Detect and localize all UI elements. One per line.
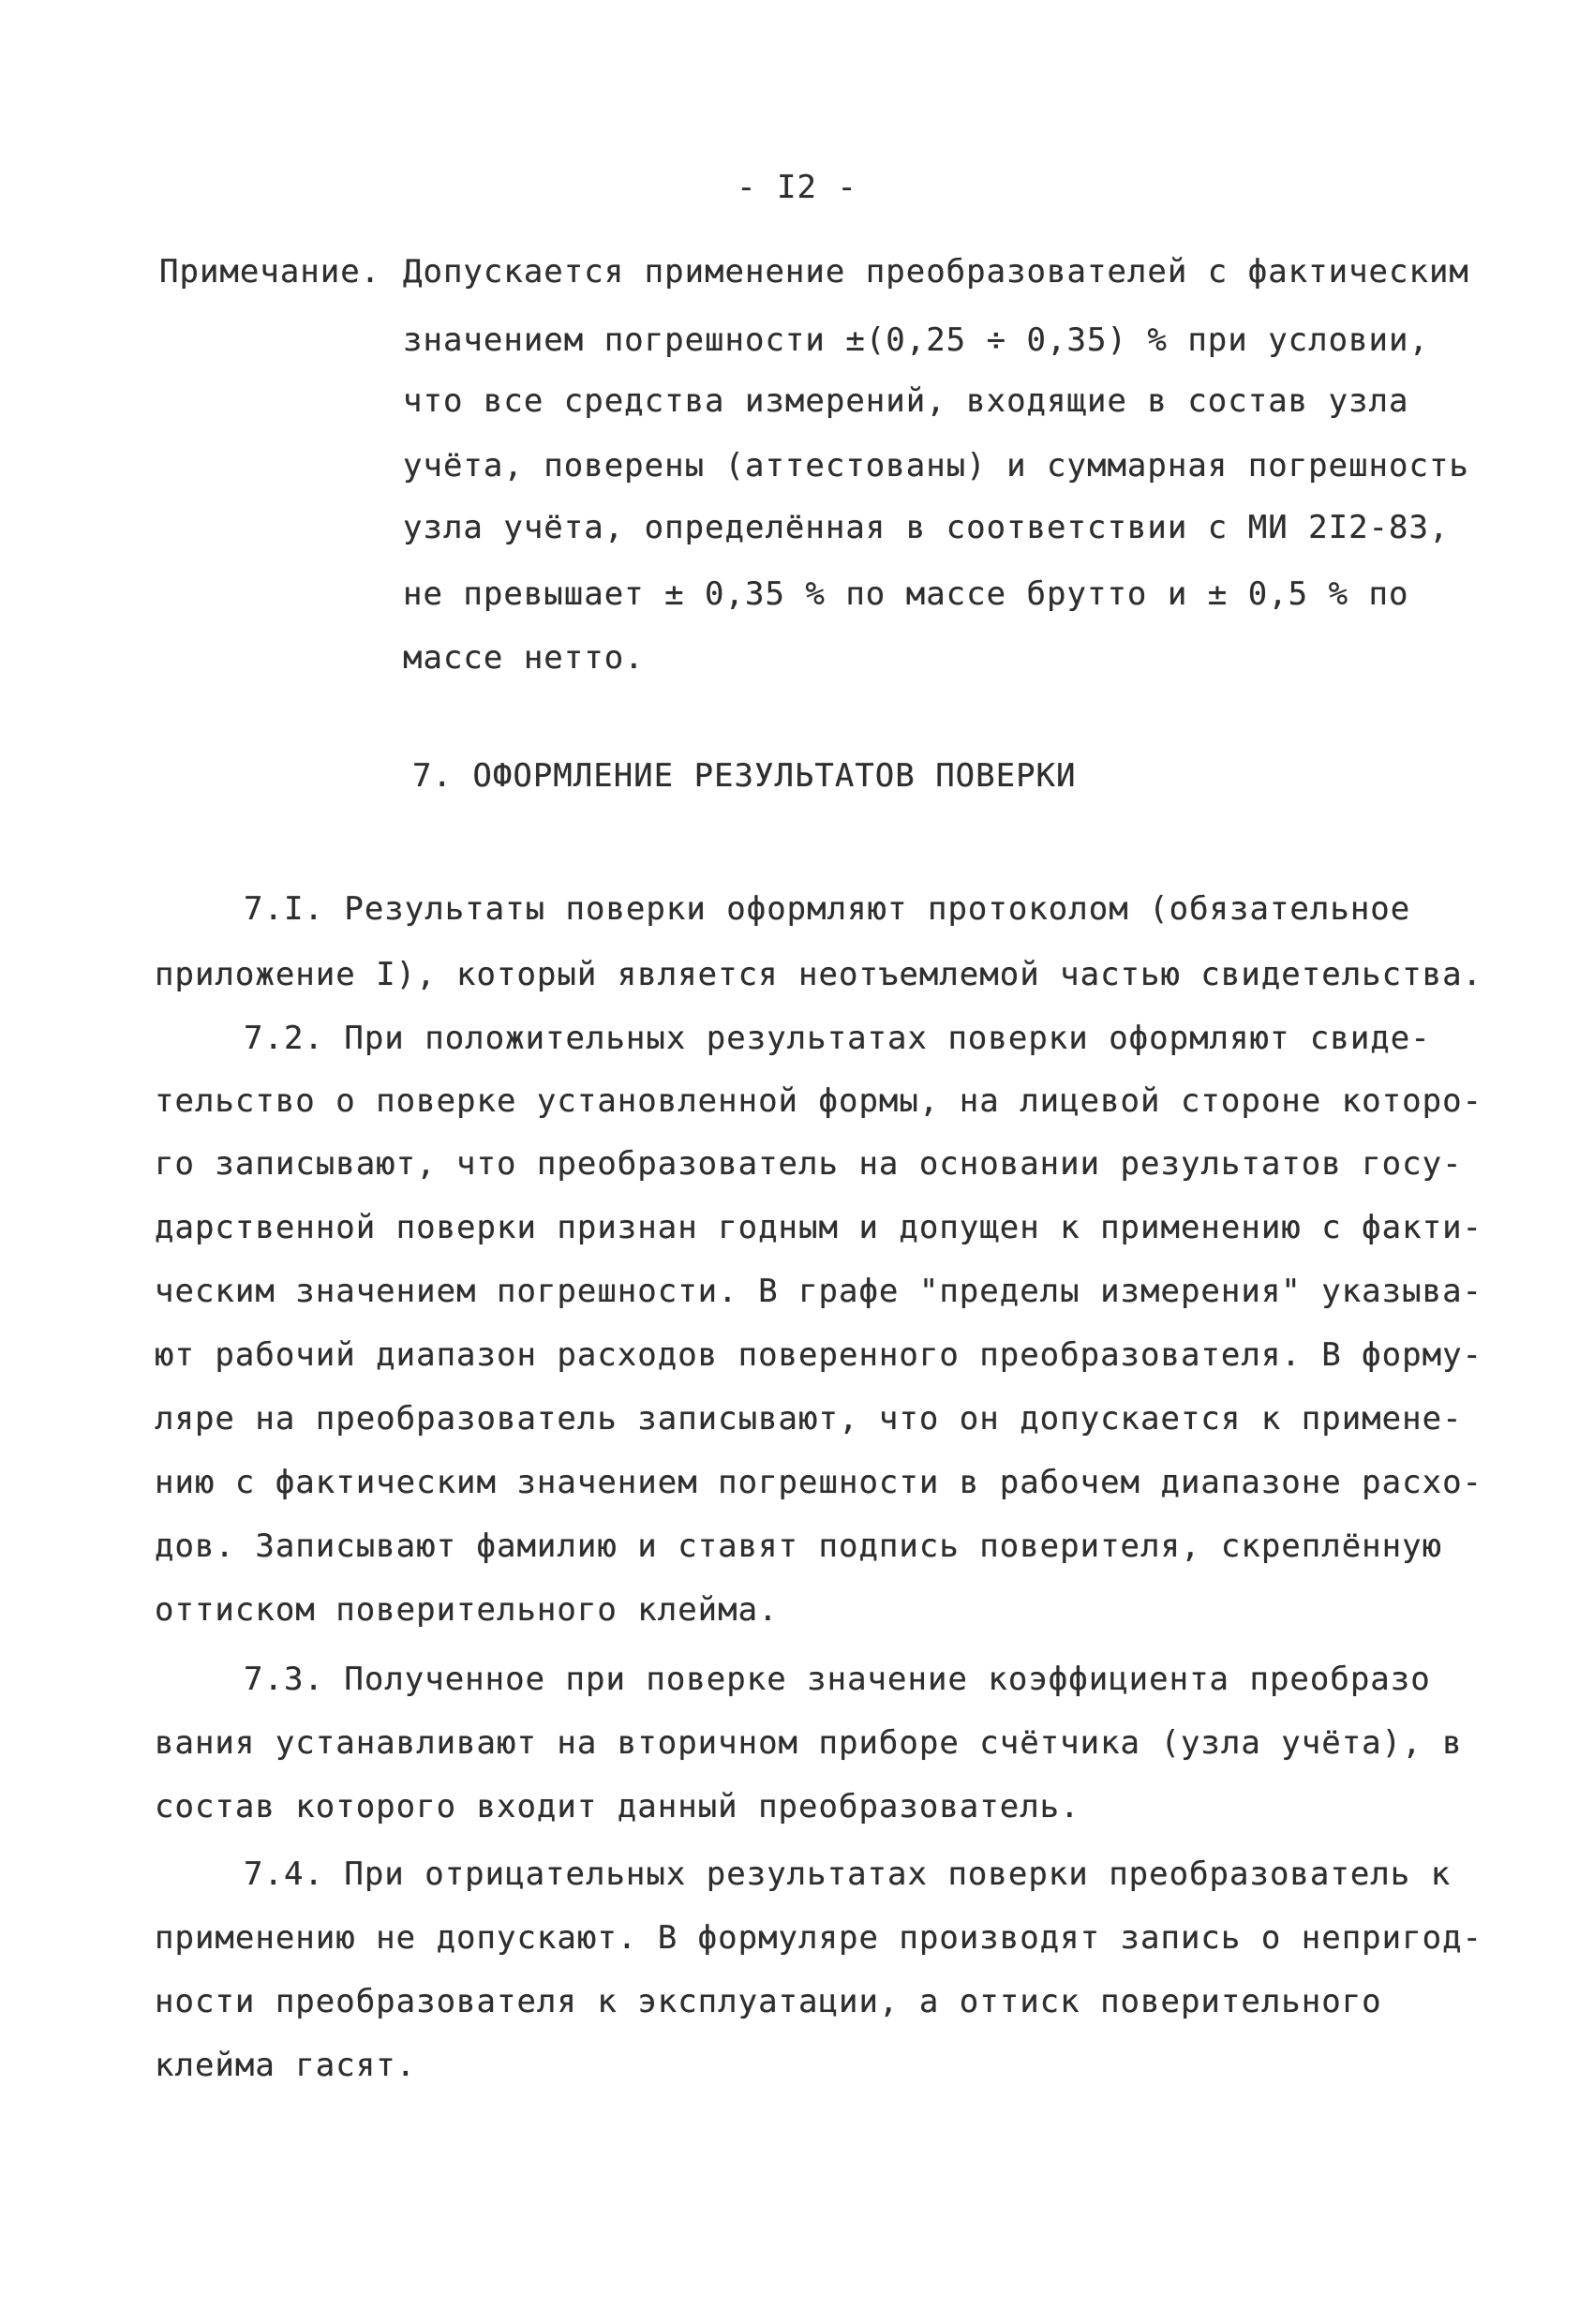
paragraph-line: состав которого входит данный преобразователь. <box>155 1788 1080 1825</box>
paragraph-line: оттиском поверительного клейма. <box>155 1591 779 1629</box>
note-line: что все средства измерений, входящие в состав узла <box>403 382 1409 420</box>
paragraph-line: применению не допускают. В формуляре производят запись о непригод- <box>155 1919 1483 1957</box>
note-line: Допускается применение преобразователей с фактическим <box>403 253 1469 290</box>
paragraph-line: 7.2. При положительных результатах поверки оформляют свиде- <box>244 1020 1431 1057</box>
paragraph-line: ляре на преобразователь записывают, что он допускается к примене- <box>155 1400 1463 1438</box>
paragraph-line: дарственной поверки признан годным и допущен к применению с факти- <box>155 1209 1483 1246</box>
note-line: узла учёта, определённая в соответствии с МИ 2I2-83, <box>403 509 1450 546</box>
paragraph-line: нию с фактическим значением погрешности в рабочем диапазоне расхо- <box>155 1464 1483 1501</box>
paragraph-line: 7.4. При отрицательных результатах поверки преобразователь к <box>244 1855 1452 1893</box>
paragraph-line: приложение I), который является неотъемлемой частью свидетельства. <box>155 956 1483 993</box>
paragraph-line: клейма гасят. <box>155 2047 417 2084</box>
note-line: учёта, поверены (аттестованы) и суммарная погрешность <box>403 447 1469 484</box>
paragraph-line: дов. Записывают фамилию и ставят подпись поверителя, скреплённую <box>155 1527 1443 1565</box>
paragraph-line: ют рабочий диапазон расходов поверенного преобразователя. В форму- <box>155 1336 1483 1374</box>
note-line: значением погрешности ±(0,25 ÷ 0,35) % при условии, <box>403 321 1429 359</box>
paragraph-line: 7.I. Результаты поверки оформляют протоколом (обязательное <box>244 890 1411 928</box>
paragraph-line: го записывают, что преобразователь на основании результатов госу- <box>155 1145 1463 1183</box>
note-line: не превышает ± 0,35 % по массе брутто и ± 0,5 % по <box>403 575 1409 613</box>
paragraph-line: 7.3. Полученное при поверке значение коэффициента преобразо <box>244 1661 1431 1698</box>
page-number: - I2 - <box>737 169 857 206</box>
section-heading: 7. ОФОРМЛЕНИЕ РЕЗУЛЬТАТОВ ПОВЕРКИ <box>412 757 1077 795</box>
paragraph-line: ческим значением погрешности. В графе "пределы измерения" указыва- <box>155 1273 1483 1310</box>
note-line: массе нетто. <box>403 639 645 677</box>
note-label: Примечание. <box>159 253 381 290</box>
paragraph-line: тельство о поверке установленной формы, на лицевой стороне которо- <box>155 1082 1483 1120</box>
paragraph-line: вания устанавливают на вторичном приборе счётчика (узла учёта), в <box>155 1724 1463 1762</box>
paragraph-line: ности преобразователя к эксплуатации, а оттиск поверительного <box>155 1983 1382 2020</box>
